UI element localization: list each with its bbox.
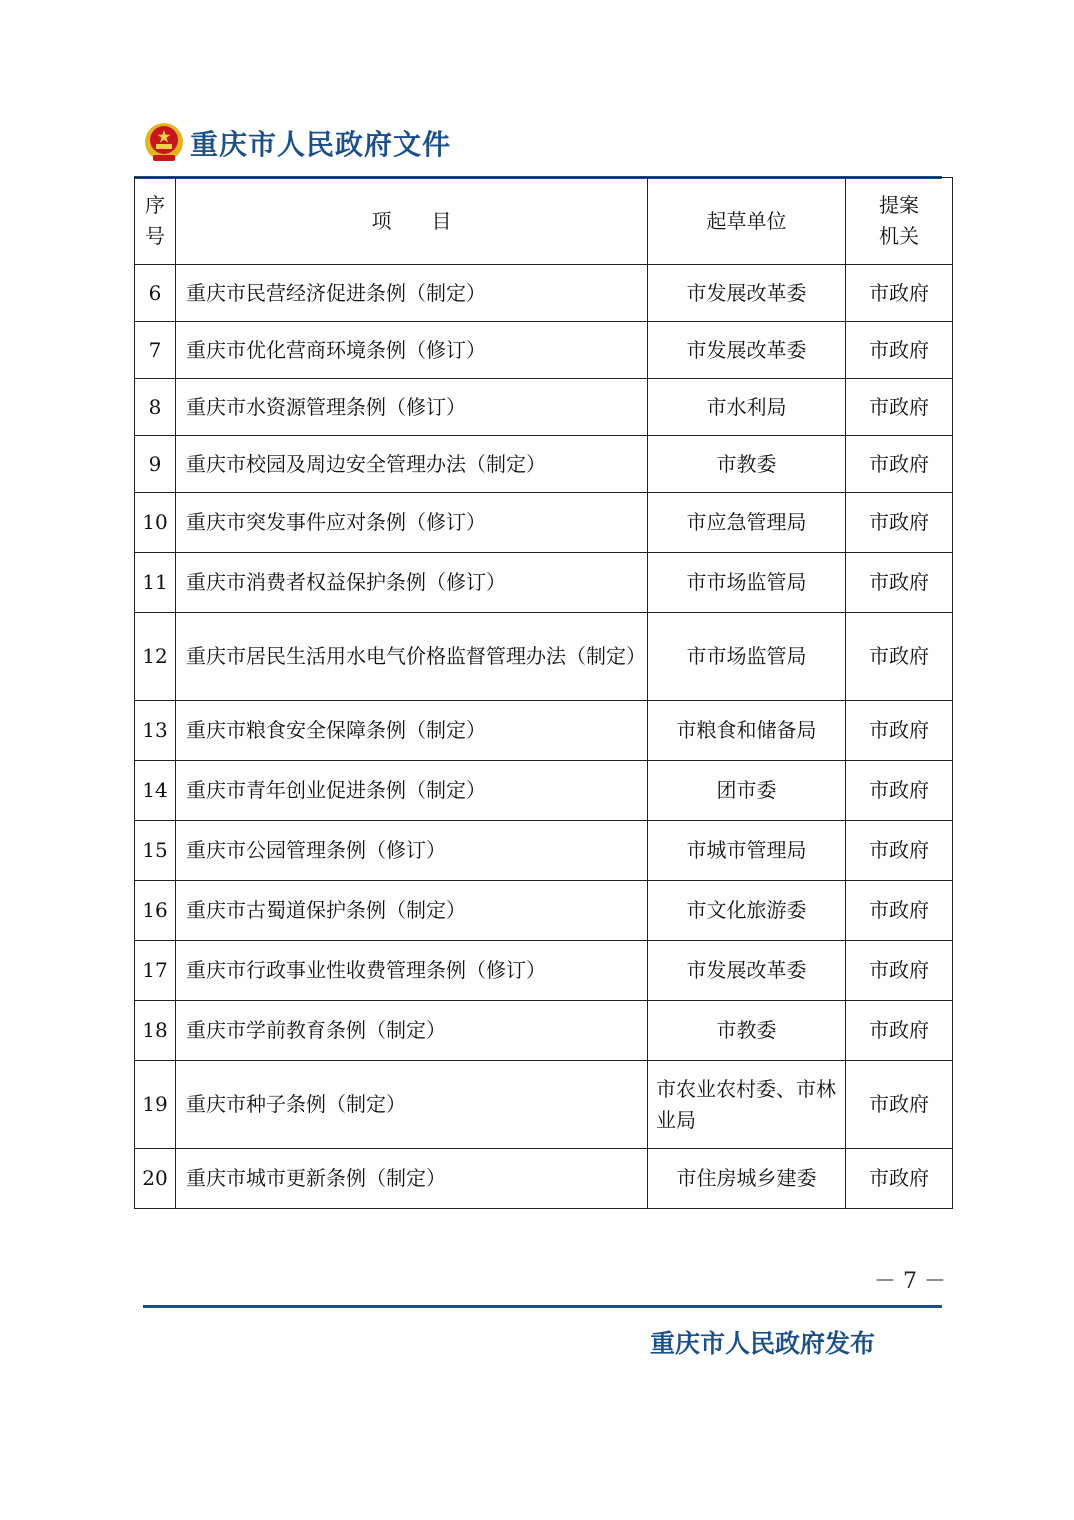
row-item: 重庆市青年创业促进条例（制定） — [176, 761, 648, 821]
table-row — [135, 553, 953, 613]
row-proposing-organ: 市政府 — [846, 493, 953, 553]
table-row — [135, 761, 953, 821]
row-drafting-unit: 市教委 — [648, 1001, 846, 1061]
row-drafting-unit: 市教委 — [648, 436, 846, 493]
row-proposing-organ: 市政府 — [846, 941, 953, 1001]
row-item: 重庆市校园及周边安全管理办法（制定） — [176, 436, 648, 493]
row-drafting-unit: 团市委 — [648, 761, 846, 821]
table-row — [135, 941, 953, 1001]
table-row — [135, 493, 953, 553]
row-drafting-unit: 市市场监管局 — [648, 553, 846, 613]
header-number: 序 号 — [135, 178, 176, 265]
row-item: 重庆市民营经济促进条例（制定） — [176, 265, 648, 322]
header-item: 项 目 — [176, 178, 648, 265]
row-drafting-unit: 市发展改革委 — [648, 941, 846, 1001]
row-drafting-unit: 市水利局 — [648, 379, 846, 436]
row-proposing-organ: 市政府 — [846, 821, 953, 881]
row-number: 18 — [135, 1001, 176, 1061]
row-proposing-organ: 市政府 — [846, 1061, 953, 1149]
row-proposing-organ: 市政府 — [846, 265, 953, 322]
row-proposing-organ: 市政府 — [846, 322, 953, 379]
table-header-row — [135, 178, 953, 265]
row-proposing-organ: 市政府 — [846, 436, 953, 493]
footer-publisher: 重庆市人民政府发布 — [650, 1329, 876, 1358]
table-row — [135, 436, 953, 493]
table-row — [135, 701, 953, 761]
page-number: － 7 － — [874, 1269, 946, 1294]
row-number: 16 — [135, 881, 176, 941]
row-item: 重庆市种子条例（制定） — [176, 1061, 648, 1149]
row-proposing-organ: 市政府 — [846, 553, 953, 613]
row-drafting-unit: 市城市管理局 — [648, 821, 846, 881]
row-item: 重庆市居民生活用水电气价格监督管理办法（制定） — [176, 613, 648, 701]
row-item: 重庆市公园管理条例（修订） — [176, 821, 648, 881]
row-number: 14 — [135, 761, 176, 821]
row-item: 重庆市粮食安全保障条例（制定） — [176, 701, 648, 761]
table-row — [135, 821, 953, 881]
row-number: 6 — [135, 265, 176, 322]
footer-divider — [143, 1305, 942, 1308]
row-item: 重庆市城市更新条例（制定） — [176, 1149, 648, 1209]
table-row — [135, 1001, 953, 1061]
row-proposing-organ: 市政府 — [846, 701, 953, 761]
header-drafting-unit: 起草单位 — [648, 178, 846, 265]
header-title: 重庆市人民政府文件 — [190, 128, 452, 161]
row-item: 重庆市行政事业性收费管理条例（修订） — [176, 941, 648, 1001]
row-proposing-organ: 市政府 — [846, 1001, 953, 1061]
table-row — [135, 1061, 953, 1149]
row-item: 重庆市消费者权益保护条例（修订） — [176, 553, 648, 613]
row-drafting-unit: 市文化旅游委 — [648, 881, 846, 941]
row-number: 19 — [135, 1061, 176, 1149]
row-drafting-unit: 市粮食和储备局 — [648, 701, 846, 761]
row-number: 17 — [135, 941, 176, 1001]
row-number: 9 — [135, 436, 176, 493]
row-proposing-organ: 市政府 — [846, 379, 953, 436]
row-drafting-unit: 市发展改革委 — [648, 265, 846, 322]
row-proposing-organ: 市政府 — [846, 881, 953, 941]
row-number: 13 — [135, 701, 176, 761]
row-item: 重庆市优化营商环境条例（修订） — [176, 322, 648, 379]
row-number: 8 — [135, 379, 176, 436]
legislation-table — [134, 177, 953, 1209]
table-row — [135, 881, 953, 941]
row-drafting-unit: 市应急管理局 — [648, 493, 846, 553]
row-drafting-unit: 市住房城乡建委 — [648, 1149, 846, 1209]
row-drafting-unit: 市农业农村委、市林业局 — [648, 1061, 846, 1149]
row-proposing-organ: 市政府 — [846, 613, 953, 701]
row-number: 20 — [135, 1149, 176, 1209]
table-row — [135, 379, 953, 436]
row-proposing-organ: 市政府 — [846, 761, 953, 821]
row-item: 重庆市学前教育条例（制定） — [176, 1001, 648, 1061]
table-row — [135, 265, 953, 322]
row-number: 15 — [135, 821, 176, 881]
header-proposing-organ: 提案 机关 — [846, 178, 953, 265]
row-drafting-unit: 市市场监管局 — [648, 613, 846, 701]
row-item: 重庆市古蜀道保护条例（制定） — [176, 881, 648, 941]
national-emblem-icon — [142, 121, 186, 165]
row-proposing-organ: 市政府 — [846, 1149, 953, 1209]
row-item: 重庆市突发事件应对条例（修订） — [176, 493, 648, 553]
row-drafting-unit: 市发展改革委 — [648, 322, 846, 379]
document-header — [142, 118, 451, 168]
table-row — [135, 613, 953, 701]
table-row — [135, 322, 953, 379]
row-number: 10 — [135, 493, 176, 553]
row-number: 7 — [135, 322, 176, 379]
table-row — [135, 1149, 953, 1209]
row-item: 重庆市水资源管理条例（修订） — [176, 379, 648, 436]
row-number: 11 — [135, 553, 176, 613]
row-number: 12 — [135, 613, 176, 701]
